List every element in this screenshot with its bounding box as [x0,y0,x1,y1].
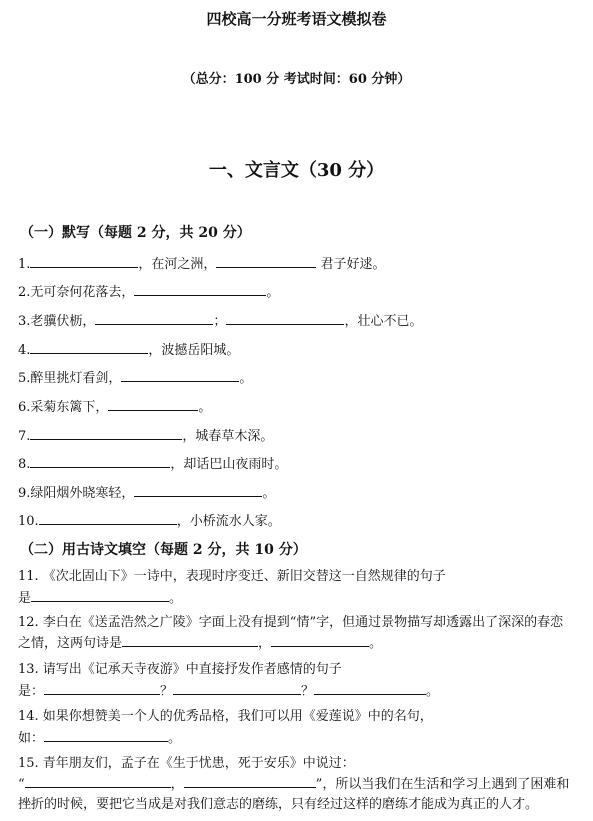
answer-blank[interactable] [30,426,182,440]
answer-blank[interactable] [121,368,239,382]
answer-blank[interactable] [25,774,171,788]
question-8: 8. ，却话巴山夜雨时。 [18,454,287,474]
question-2: 2.无可奈何花落去， 。 [18,282,279,302]
answer-blank[interactable] [134,282,266,296]
question-9: 9.绿阳烟外晓寒轻， 。 [18,483,275,503]
question-15: 15. 青年朋友们，孟子在《生于忧患，死于安乐》中说过： “ ， ”，所以当我们在生活和学习上遇到了困难和挫折的时候，要把它当成是对我们意志的磨练，只有经过这样的磨练才能成为真正的人才。 [18,756,570,812]
question-13: 13. 请写出《记承天寺夜游》中直接抒发作者感情的句子 是： ？ ？ 。 [18,662,440,699]
answer-blank[interactable] [134,483,262,497]
part1-heading: （一）默写（每题 2 分，共 20 分） [20,225,251,241]
answer-blank[interactable] [122,633,258,647]
question-11: 11. 《次北固山下》一诗中，表现时序变迁、新旧交替这一自然规律的句子 是 。 [18,569,446,606]
question-1: 1. ，在河之洲， 君子好逑。 [18,254,386,274]
question-10: 10. ，小桥流水人家。 [18,511,281,531]
answer-blank[interactable] [184,774,316,788]
question-3: 3.老骥伏枥， ； ，壮心不已。 [18,311,422,331]
answer-blank[interactable] [271,633,369,647]
question-14: 14. 如果你想赞美一个人的优秀品格，我们可以用《爱莲说》中的名句， 如： 。 [18,709,433,746]
section-heading: 一、文言文（30 分） [208,160,385,181]
answer-blank[interactable] [173,681,301,695]
answer-blank[interactable] [95,311,213,325]
answer-blank[interactable] [30,340,148,354]
exam-title: 四校高一分班考语文模拟卷 [206,10,387,28]
answer-blank[interactable] [30,254,138,268]
answer-blank[interactable] [216,254,316,268]
answer-blank[interactable] [44,681,160,695]
question-7: 7. ，城春草木深。 [18,426,273,446]
question-4: 4. ，波撼岳阳城。 [18,340,239,360]
answer-blank[interactable] [39,511,177,525]
question-12: 12. 李白在《送孟浩然之广陵》字面上没有提到“情”字，但通过景物描写却透露出了深深的春恋之情，这两句诗是 ， 。 [18,615,564,651]
question-6: 6.采菊东篱下， 。 [18,397,211,417]
part2-heading: （二）用古诗文填空（每题 2 分，共 10 分） [20,542,307,558]
answer-blank[interactable] [44,728,168,742]
question-5: 5.醉里挑灯看剑， 。 [18,368,252,388]
answer-blank[interactable] [226,311,344,325]
answer-blank[interactable] [30,454,170,468]
answer-blank[interactable] [314,681,426,695]
answer-blank[interactable] [31,588,169,602]
answer-blank[interactable] [108,397,198,411]
exam-subtitle: （总分：100 分 考试时间：60 分钟） [182,72,411,87]
